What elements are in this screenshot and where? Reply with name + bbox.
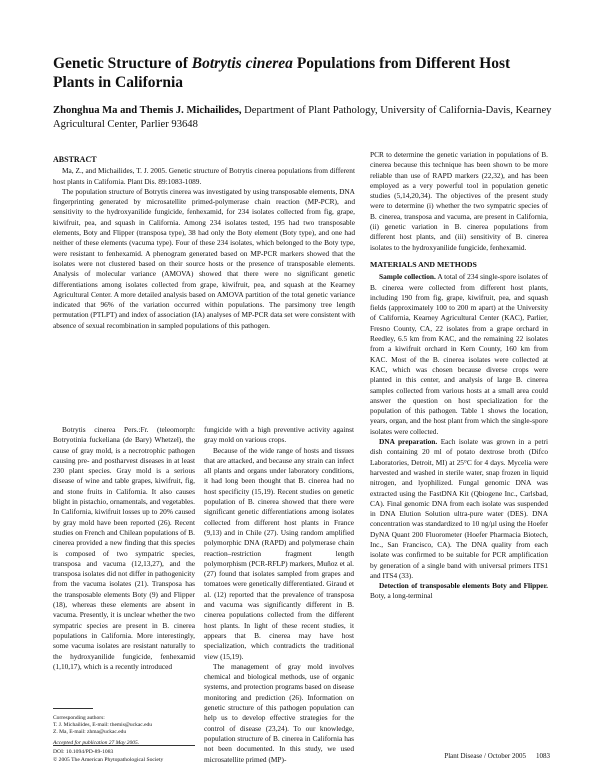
author-line [53, 104, 573, 131]
abstract [53, 155, 355, 331]
column-2 [204, 425, 354, 765]
intro-paragraph-2: Because of the wide range of hosts and tissues that are attacked, and because any strain can infect all plants and organs under laboratory conditions, it had long been thought that B. cinerea had no host specificity (15,19). Recent studies on genetic population of B. cinerea showed that there were significant genetic differentiations among isolates collected from different host plants in France (9,13) and in Chile (27). Using random amplified polymorphic DNA (RAPD) and polymerase chain reaction–restriction fragment length polymorphism (PCR-RFLP) markers, Muñoz et al. (27) found that isolates sampled from grapes and tomatoes were genetically differentiated. Giraud et al. (12) reported that the prevalence of transposa and vacuma was significantly different in B. cinerea populations collected from the different host plants. In light of these recent studies, it appears that B. cinerea may have host specialization, which contradicts the traditional view (15,19). [204, 445, 354, 661]
article-title: Genetic Structure of Botrytis cinerea Populations from Different Host Plants in California [53, 55, 511, 91]
footnote-label: Corresponding authors: [53, 715, 105, 721]
journal-issue: Plant Disease / October 2005 [444, 752, 526, 760]
doi-rule [53, 745, 195, 746]
page-footer [444, 752, 550, 760]
doi: DOI: 10.1094/PD-89-1083 [53, 749, 114, 755]
sample-collection-heading: Sample collection. [379, 272, 436, 282]
sample-collection-paragraph: Sample collection. A total of 234 single-spore isolates of B. cinerea were collected from different host plants, including 190 from fig, grape, kiwifruit, pea, and squash fields (approximately 100 to 200 m apart) at the University of California, Kearney Agricultural Center (KAC), Parlier, Fresno County, CA, 22 isolates from a grape orchard in Reedley, 6.5 km from KAC, and the remaining 22 isolates from a kiwifruit orchard in Kern County, 160 km from KAC. Most of the B. cinerea isolates were collected at KAC, which was chosen because diverse crops were planted in this center, and analysis of large B. cinerea samples collected from various hosts at a small area could answer the question on host specialization for the population of this pathogen. Table 1 shows the location, years, organ, and the host plant from which the single-spore isolates were collected. [370, 272, 548, 436]
footnote-author-2: Z. Ma, E-mail: zhma@uckac.edu [53, 729, 127, 735]
author-names: Zhonghua Ma and Themis J. Michailides, [53, 105, 242, 116]
title-species: Botrytis cinerea [191, 55, 293, 72]
page-number: 1083 [536, 752, 550, 760]
doi-block [53, 748, 253, 764]
abstract-heading: ABSTRACT [53, 155, 97, 164]
abstract-citation: Ma, Z., and Michailides, T. J. 2005. Genetic structure of Botrytis cinerea populations from different host plants in California. Plant Dis. 89:1083-1089. [53, 166, 355, 186]
dna-preparation-paragraph: DNA preparation. Each isolate was grown in a petri dish containing 20 ml of potato dextrose broth (Difco Laboratories, Detroit, MI) at 25°C for 4 days. Mycelia were harvested and washed in sterile water, snap frozen in liquid nitrogen, and lyophilized. Fungal genomic DNA was extracted using the FastDNA Kit (Qbiogene Inc., Carlsbad, CA). Final genomic DNA from each isolate was suspended in DNA Elution Solution ultra-pure water (DES). DNA concentration was standardized to 10 ng/µl using the Hoefer DyNA Quant 200 Fluorometer (Hoefer Pharmacia Biotech, Inc., San Francisco, CA). The DNA quality from each isolate was confirmed to be suitable for PCR amplification by generation of a single band with universal primers ITS1 and ITS4 (33). [370, 437, 548, 580]
column-1 [53, 425, 195, 672]
column-3 [370, 150, 548, 602]
footnote-rule [53, 708, 93, 709]
methods-heading: MATERIALS AND METHODS [370, 259, 477, 269]
intro-paragraph-3: The management of gray mold involves chemical and biological methods, use of organic systems, and protection programs based on disease monitoring and prediction (26). Information on genetic structure of this pathogen population can help us to develop effective strategies for the control of disease (23,24). To our knowledge, population structure of B. cinerea in California has not been documented. In this study, we used microsatellite primed (MP)- [204, 661, 354, 764]
dna-preparation-heading: DNA preparation. [379, 437, 438, 447]
intro-paragraph-3-cont: PCR to determine the genetic variation in populations of B. cinerea because this technique has been shown to be more reliable than use of RAPD markers (22,32), and has been employed as a very powerful tool in population genetic studies (5,14,20,34). The objectives of the present study were to determine (i) whether the two sympatric species of B. cinerea, transposa and vacuma, are present in California, (ii) genetic variation in B. cinerea populations from different host plants, and (iii) sensitivity of B. cinerea isolates to the hydroxyanilide fungicide, fenhexamid. [370, 150, 548, 252]
transposable-elements-heading: Detection of transposable elements Boty and Flipper. [379, 581, 548, 591]
copyright: © 2005 The American Phytopathological Society [53, 757, 164, 763]
affiliation: Department of Plant Pathology, University of California-Davis, Kearney Agricultural Center, Parlier 93648 [53, 105, 552, 130]
footnote-author-1: T. J. Michailides, E-mail: themis@uckac.edu [53, 722, 153, 728]
transposable-elements-paragraph: Detection of transposable elements Boty and Flipper. Boty, a long-terminal [370, 581, 548, 601]
accepted-date: Accepted for publication 27 May 2005. [53, 740, 140, 746]
footnotes [53, 715, 195, 747]
abstract-body: The population structure of Botrytis cinerea was investigated by using transposable elements, DNA fingerprinting generated by microsatellite primed-polymerase chain reaction (MP-PCR), and sensitivity to the hydroxyanilide fungicide, fenhexamid, for 234 isolates collected from fig, grape, kiwifruit, pea, and squash in California. Among 234 isolates tested, 195 had two transposable elements, Boty and Flipper (transposa type), 38 had only the Boty element (Boty type), and one had neither of these elements (vacuma type). Four of these 234 isolates, which belonged to the Boty type, were resistant to fenhexamid. A phenogram generated based on MP-PCR markers showed that the isolates were not clustered based on their source hosts or the presence of transposable elements. Analysis of molecular variance (AMOVA) showed that there were no significant genetic differentiations among isolates collected from grape, kiwifruit, pea, and squash at the Kearney Agricultural Center. A more detailed analysis based on AMOVA partition of the total genetic variance indicated that 96% of the variation occurred within populations. The parsimony tree length permutation (PTLPT) and index of association (IA) analyses of MP-PCR data set were consistent with absence of sexual recombination in sampled populations of this pathogen. [53, 186, 355, 330]
intro-paragraph-1a: Botrytis cinerea Pers.:Fr. (teleomorph: Botryotinia fuckeliana (de Bary) Whetzel), the cause of gray mold, is a necrotrophic pathogen causing pre- and postharvest diseases in at least 230 plant species. Gray mold is a serious disease of wine and table grapes, kiwifruit, fig, and stone fruits in California. It also causes blight in pistachio, ornamentals, and vegetables. In California, kiwifruit losses up to 20% caused by gray mold have been reported (26). Recent studies on French and Chilean populations of B. cinerea provided a new finding that this species is composed of two sympatric species, transposa and vacuma (12,13,27), and the transposa isolates did not differ in pathogenicity from the vacuma isolates (21). Transposa has the transposable elements Boty (9) and Flipper (18), whereas these elements are absent in vacuma. Presently, it is unclear whether the two sympatric species are present in B. cinerea populations in California. More interestingly, some vacuma isolates are resistant naturally to the hydroxyanilide fungicide, fenhexamid (1,10,17), which is a recently introduced [53, 425, 195, 671]
intro-paragraph-1b: fungicide with a high preventive activity against gray mold on various crops. [204, 425, 354, 445]
